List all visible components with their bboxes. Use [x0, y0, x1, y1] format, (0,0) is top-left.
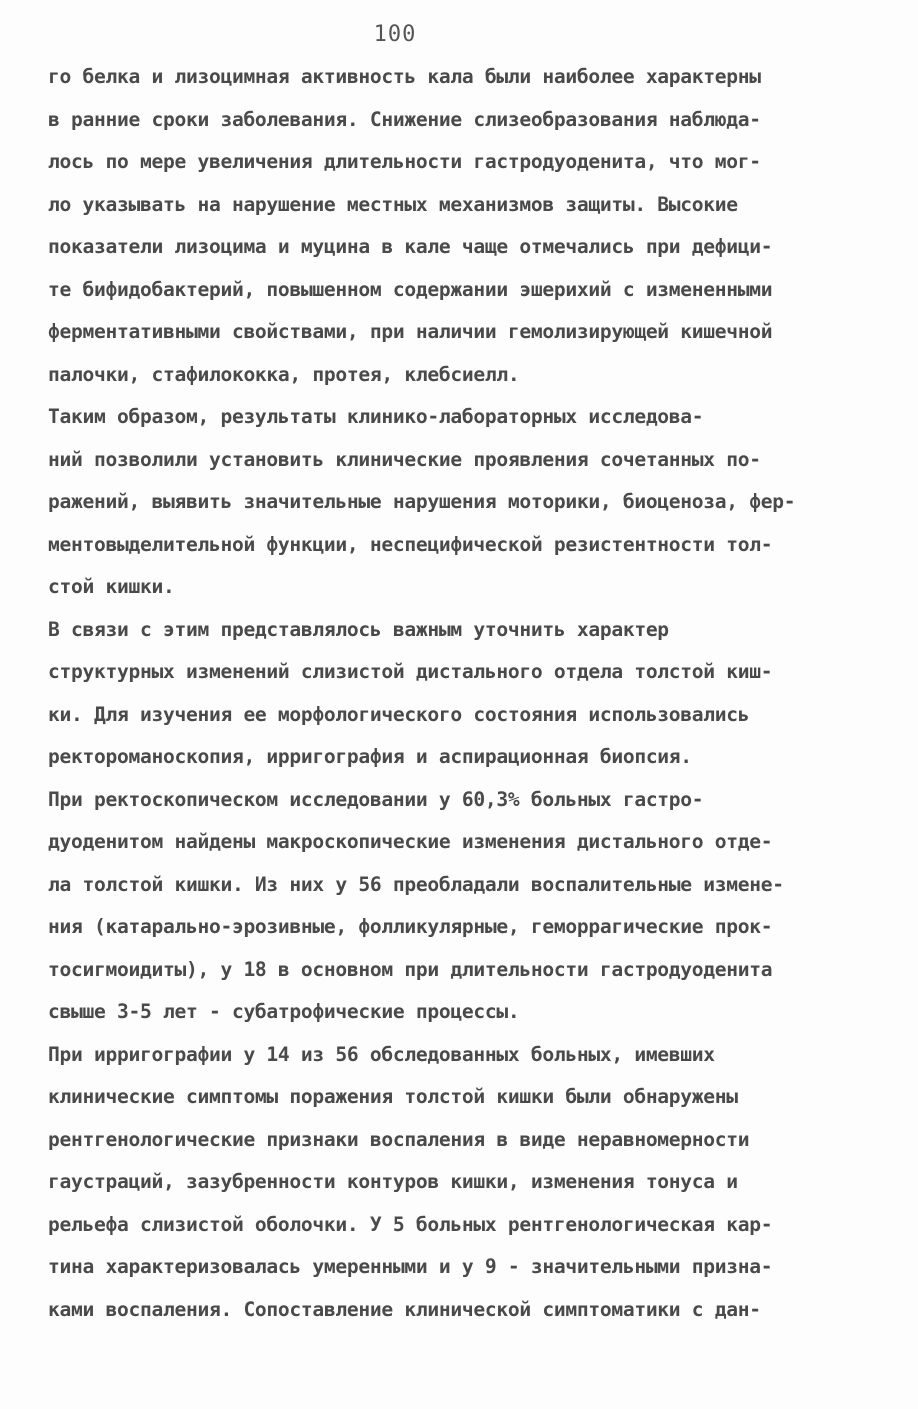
text-line: гаустраций, зазубренности контуров кишки, изменения тонуса и — [48, 1170, 738, 1193]
text-line: лось по мере увеличения длительности гастродуоденита, что мог- — [48, 150, 761, 173]
page-number: 100 — [373, 22, 417, 47]
text-line: ферментативными свойствами, при наличии гемолизирующей кишечной — [48, 320, 773, 343]
text-line: В связи с этим представлялось важным уточнить характер — [48, 618, 669, 641]
text-line: ражений, выявить значительные нарушения моторики, биоценоза, фер- — [48, 490, 796, 513]
text-line: го белка и лизоцимная активность кала были наиболее характерны — [48, 65, 761, 88]
text-line: тосигмоидиты), у 18 в основном при длительности гастродуоденита — [48, 958, 773, 981]
text-line: ки. Для изучения ее морфологического состояния использовались — [48, 703, 750, 726]
text-line: ректороманоскопия, ирригография и аспирационная биопсия. — [48, 745, 692, 768]
text-line: свыше 3-5 лет - субатрофические процессы. — [48, 1000, 520, 1023]
text-line: При ирригографии у 14 из 56 обследованных больных, имевших — [48, 1043, 715, 1066]
text-line: те бифидобактерий, повышенном содержании эшерихий с измененными — [48, 278, 773, 301]
text-line: стой кишки. — [48, 575, 175, 598]
text-line: рентгенологические признаки воспаления в виде неравномерности — [48, 1128, 750, 1151]
text-line: При ректоскопическом исследовании у 60,3% больных гастро- — [48, 788, 704, 811]
text-line: ния (катарально-эрозивные, фолликулярные, геморрагические прок- — [48, 915, 773, 938]
text-line: ментовыделительной функции, неспецифической резистентности тол- — [48, 533, 773, 556]
text-line: ками воспаления. Сопоставление клинической симптоматики с дан- — [48, 1298, 761, 1321]
text-line: Таким образом, результаты клинико-лабораторных исследова- — [48, 405, 704, 428]
text-line: дуоденитом найдены макроскопические изменения дистального отде- — [48, 830, 773, 853]
text-line: тина характеризовалась умеренными и у 9 - значительными призна- — [48, 1255, 773, 1278]
text-line: рельефа слизистой оболочки. У 5 больных рентгенологическая кар- — [48, 1213, 773, 1236]
text-line: в ранние сроки заболевания. Снижение слизеобразования наблюда- — [48, 108, 761, 131]
text-line: ло указывать на нарушение местных механизмов защиты. Высокие — [48, 193, 738, 216]
text-line: ла толстой кишки. Из них у 56 преобладали воспалительные измене- — [48, 873, 784, 896]
text-line: палочки, стафилококка, протея, клебсиелл. — [48, 363, 520, 386]
text-line: структурных изменений слизистой дистального отдела толстой киш- — [48, 660, 773, 683]
text-line: клинические симптомы поражения толстой кишки были обнаружены — [48, 1085, 738, 1108]
text-line: ний позволили установить клинические проявления сочетанных по- — [48, 448, 761, 471]
text-line: показатели лизоцима и муцина в кале чаще отмечались при дефици- — [48, 235, 773, 258]
